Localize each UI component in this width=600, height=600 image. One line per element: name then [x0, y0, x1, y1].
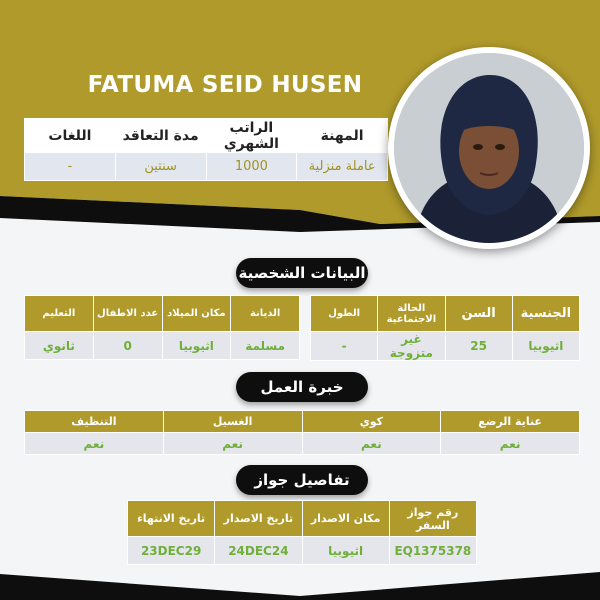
section-work-title: خبرة العمل: [236, 372, 368, 402]
personal-header: التعليم: [25, 296, 94, 332]
summary-header: مدة التعاقد: [115, 119, 206, 153]
personal-value: مسلمة: [231, 332, 300, 360]
summary-value: عاملة منزلية: [297, 153, 388, 181]
personal-left-table: [24, 295, 300, 360]
summary-header: المهنة: [297, 119, 388, 153]
personal-left-value-row: [25, 332, 300, 360]
summary-value: 1000: [206, 153, 297, 181]
work-value-row: [25, 433, 580, 455]
summary-header: اللغات: [25, 119, 116, 153]
passport-header: تاريخ الاصدار: [215, 501, 302, 537]
profile-photo: [394, 53, 584, 243]
passport-table: [127, 500, 477, 565]
summary-value-row: [25, 153, 388, 181]
personal-value: 0: [93, 332, 162, 360]
summary-value: سنتين: [115, 153, 206, 181]
work-value: نعم: [441, 433, 580, 455]
passport-header: مكان الاصدار: [302, 501, 389, 537]
personal-header: الطول: [311, 296, 378, 332]
personal-value: اثيوبيا: [512, 332, 579, 361]
section-personal-title: البيانات الشخصية: [236, 258, 368, 288]
passport-header: رقم جواز السفر: [389, 501, 476, 537]
passport-value: اثيوبيا: [302, 537, 389, 565]
work-header: التنظيف: [25, 411, 164, 433]
person-portrait-icon: [394, 53, 584, 243]
work-header: عناية الرضع: [441, 411, 580, 433]
section-passport-title: تفاصيل جواز: [236, 465, 368, 495]
passport-value: 24DEC24: [215, 537, 302, 565]
work-experience-table: [24, 410, 580, 455]
passport-value-row: [128, 537, 477, 565]
personal-value: اثيوبيا: [162, 332, 231, 360]
personal-left-header-row: [25, 296, 300, 332]
personal-value: ثانوي: [25, 332, 94, 360]
personal-header: الحالة الاجتماعية: [378, 296, 445, 332]
work-header-row: [25, 411, 580, 433]
personal-header: الجنسية: [512, 296, 579, 332]
personal-right-header-row: [311, 296, 580, 332]
summary-table: [24, 118, 388, 181]
profile-photo-frame: [388, 47, 590, 249]
personal-header: السن: [445, 296, 512, 332]
work-value: نعم: [163, 433, 302, 455]
summary-header-row: [25, 119, 388, 153]
personal-header: عدد الاطفال: [93, 296, 162, 332]
bottom-dark-swoosh: [0, 572, 600, 600]
personal-value: -: [311, 332, 378, 361]
personal-right-value-row: [311, 332, 580, 361]
summary-header: الراتب الشهري: [206, 119, 297, 153]
work-header: كوي: [302, 411, 441, 433]
personal-right-table: [310, 295, 580, 361]
work-header: الغسيل: [163, 411, 302, 433]
personal-header: مكان الميلاد: [162, 296, 231, 332]
personal-header: الديانة: [231, 296, 300, 332]
personal-value: غير متزوجة: [378, 332, 445, 361]
personal-value: 25: [445, 332, 512, 361]
summary-value: -: [25, 153, 116, 181]
work-value: نعم: [302, 433, 441, 455]
candidate-name: FATUMA SEID HUSEN: [87, 72, 363, 98]
passport-value: EQ1375378: [389, 537, 476, 565]
passport-header-row: [128, 501, 477, 537]
passport-header: تاريخ الانتهاء: [128, 501, 215, 537]
passport-value: 23DEC29: [128, 537, 215, 565]
work-value: نعم: [25, 433, 164, 455]
